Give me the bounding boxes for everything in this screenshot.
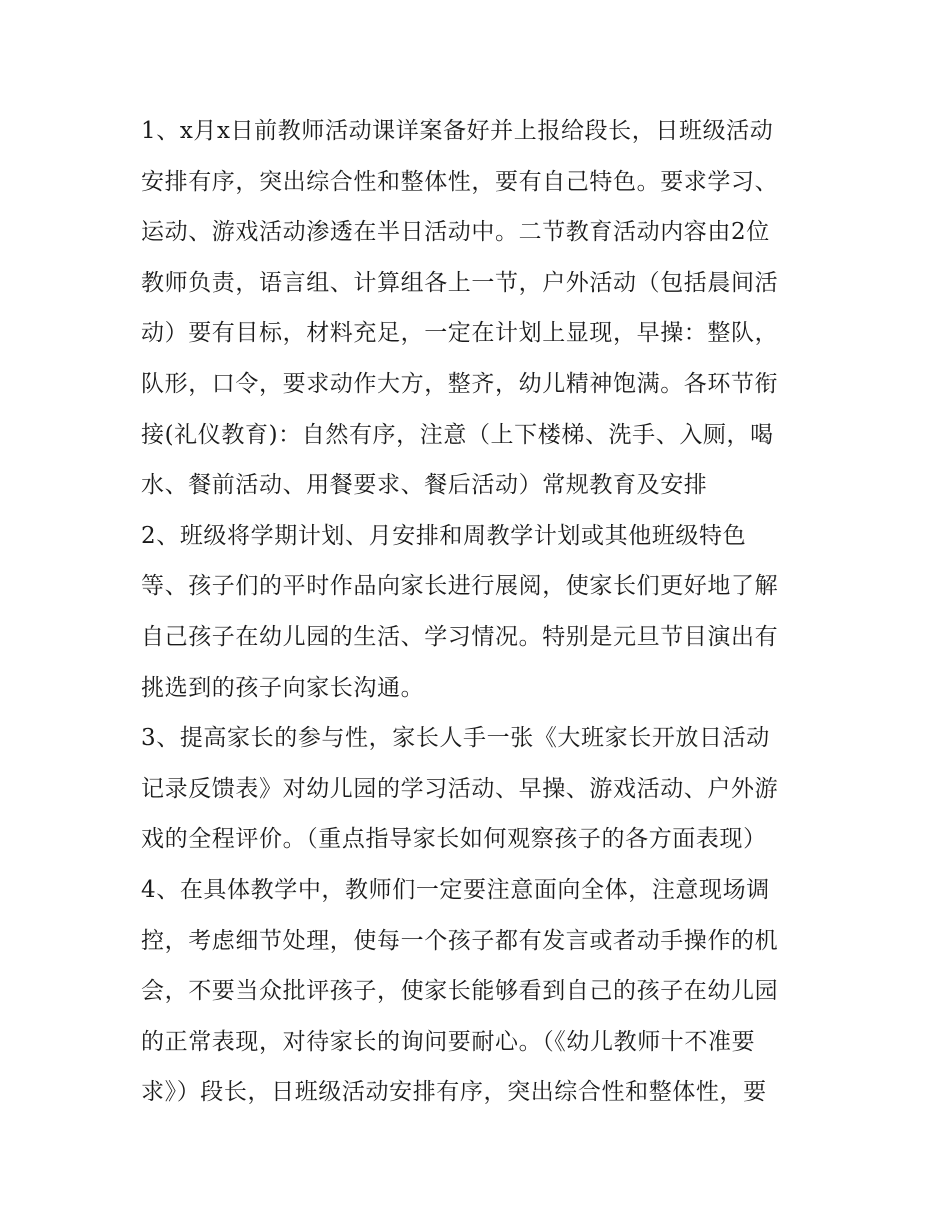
document-body [141, 106, 831, 1118]
text-line: 教师负责，语言组、计算组各上一节，户外活动（包括晨间活 [141, 269, 779, 296]
text-line: 水、餐前活动、用餐要求、餐后活动）常规教育及安排 [141, 472, 708, 499]
text-line: 的正常表现，对待家长的询问要耐心。（《幼儿教师十不准要 [141, 1028, 756, 1055]
text-line: 运动、游戏活动渗透在半日活动中。二节教育活动内容由2位 [141, 219, 770, 246]
text-line: 挑选到的孩子向家长沟通。 [141, 674, 425, 701]
text-line: 安排有序，突出综合性和整体性，要有自己特色。要求学习、 [141, 168, 779, 195]
text-line: 会，不要当众批评孩子，使家长能够看到自己的孩子在幼儿园 [141, 978, 779, 1005]
text-line: 队形，口令，要求动作大方，整齐，幼儿精神饱满。各环节衔 [141, 370, 779, 397]
text-line: 控，考虑细节处理，使每一个孩子都有发言或者动手操作的机 [141, 927, 779, 954]
text-line: 求》）段长，日班级活动安排有序，突出综合性和整体性，要 [141, 1079, 767, 1106]
text-line: 动）要有目标，材料充足，一定在计划上显现，早操：整队， [141, 320, 779, 347]
text-line: 自己孩子在幼儿园的生活、学习情况。特别是元旦节目演出有 [141, 623, 779, 650]
text-line: 戏的全程评价。（重点指导家长如何观察孩子的各方面表现） [141, 826, 767, 853]
text-line: 接(礼仪教育)：自然有序，注意（上下楼梯、洗手、入厕，喝 [141, 421, 774, 448]
text-line: 1、x月x日前教师活动课详案备好并上报给段长，日班级活动 [141, 118, 774, 144]
text-line: 等、孩子们的平时作品向家长进行展阅，使家长们更好地了解 [141, 573, 779, 600]
text-line: 3、提高家长的参与性，家长人手一张《大班家长开放日活动 [141, 725, 770, 752]
text-line: 记录反馈表》对幼儿园的学习活动、早操、游戏活动、户外游 [141, 775, 779, 802]
text-line: 2、班级将学期计划、月安排和周教学计划或其他班级特色 [141, 522, 747, 549]
text-line: 4、在具体教学中，教师们一定要注意面向全体，注意现场调 [141, 876, 770, 903]
